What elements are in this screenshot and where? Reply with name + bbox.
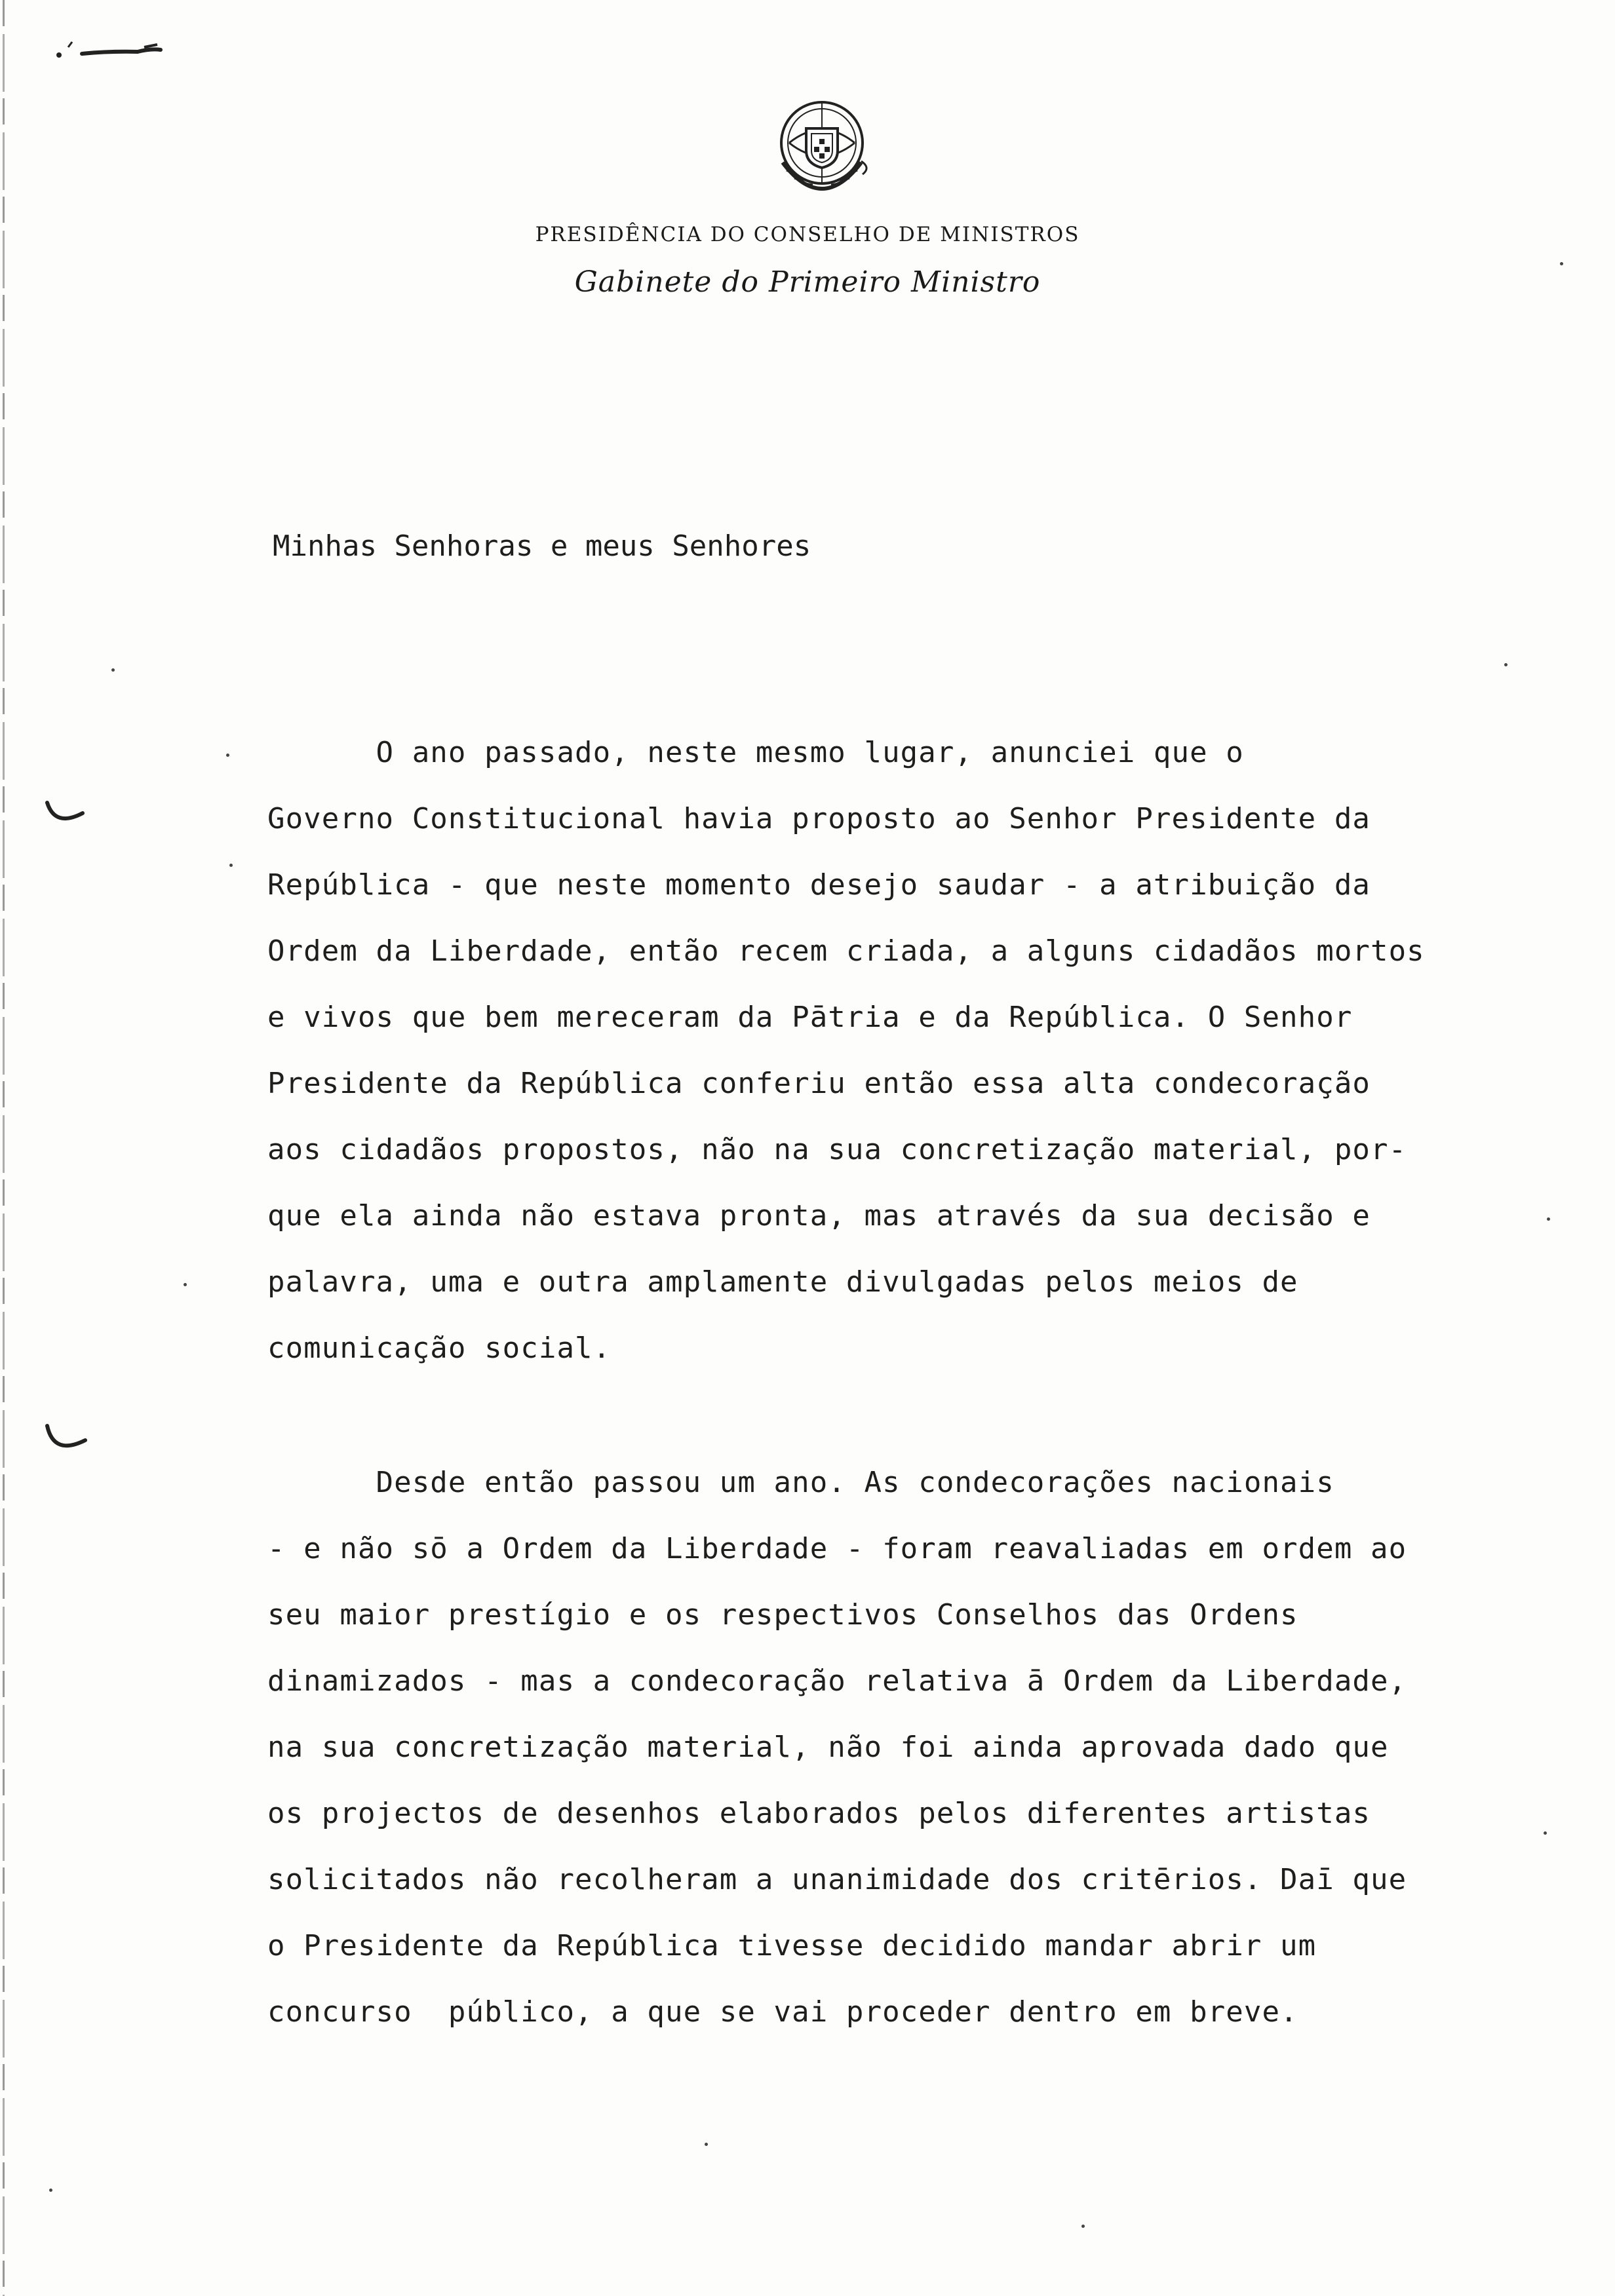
text-line: o Presidente da República tivesse decidido mandar abrir um (267, 1929, 1317, 1962)
text-line: - e não sō a Ordem da Liberdade - foram reavaliadas em ordem ao (267, 1532, 1407, 1565)
text-line: que ela ainda não estava pronta, mas através da sua decisão e (267, 1199, 1371, 1233)
scan-speck (1081, 2225, 1085, 2228)
scan-speck (1544, 1831, 1547, 1835)
scan-speck (184, 1283, 187, 1286)
text-line: na sua concretização material, não foi ainda aprovada dado que (267, 1731, 1389, 1764)
scan-speck (49, 2189, 52, 2192)
handwritten-mark-icon (46, 34, 177, 67)
text-line: O ano passado, neste mesmo lugar, anunciei que o (267, 736, 1244, 769)
text-line: seu maior prestígio e os respectivos Conselhos das Ordens (267, 1598, 1298, 1632)
scan-speck (226, 754, 229, 757)
scan-speck (1504, 663, 1508, 666)
office-subheading: Gabinete do Primeiro Ministro (574, 265, 1041, 299)
scan-edge-line (3, 0, 5, 2296)
scan-speck (705, 2143, 708, 2146)
text-line: aos cidadãos propostos, não na sua concretização material, por- (267, 1133, 1407, 1166)
scan-speck (1547, 1217, 1550, 1221)
text-line: Governo Constitucional havia proposto ao Senhor Presidente da (267, 802, 1371, 835)
text-line: comunicação social. (267, 1331, 612, 1365)
paragraph-2 (267, 1449, 1552, 2045)
text-line: solicitados não recolheram a unanimidade dos critērios. Daī que (267, 1863, 1407, 1896)
scan-speck (1560, 262, 1563, 265)
scan-speck (229, 864, 233, 867)
punch-hole-mark-icon (42, 1422, 94, 1461)
text-line: dinamizados - mas a condecoração relativa ā Ordem da Liberdade, (267, 1664, 1407, 1698)
text-line: concurso público, a que se vai proceder dentro em breve. (267, 1995, 1298, 2029)
text-line: República - que neste momento desejo saudar - a atribuição da (267, 868, 1371, 902)
text-line: Ordem da Liberdade, então recem criada, a alguns cidadãos mortos (267, 934, 1425, 968)
text-line: os projectos de desenhos elaborados pelos diferentes artistas (267, 1797, 1371, 1830)
institution-heading: PRESIDÊNCIA DO CONSELHO DE MINISTROS (535, 223, 1080, 246)
punch-hole-mark-icon (42, 796, 94, 835)
salutation: Minhas Senhoras e meus Senhores (273, 529, 811, 563)
text-line: Presidente da República conferiu então essa alta condecoração (267, 1067, 1371, 1100)
scan-speck (111, 668, 115, 672)
text-line: Desde então passou um ano. As condecorações nacionais (267, 1466, 1334, 1499)
paragraph-1 (267, 719, 1552, 1381)
text-line: palavra, uma e outra amplamente divulgadas pelos meios de (267, 1265, 1298, 1299)
text-line: e vivos que bem mereceram da Pātria e da República. O Senhor (267, 1001, 1353, 1034)
portuguese-coat-of-arms-icon (763, 90, 881, 208)
